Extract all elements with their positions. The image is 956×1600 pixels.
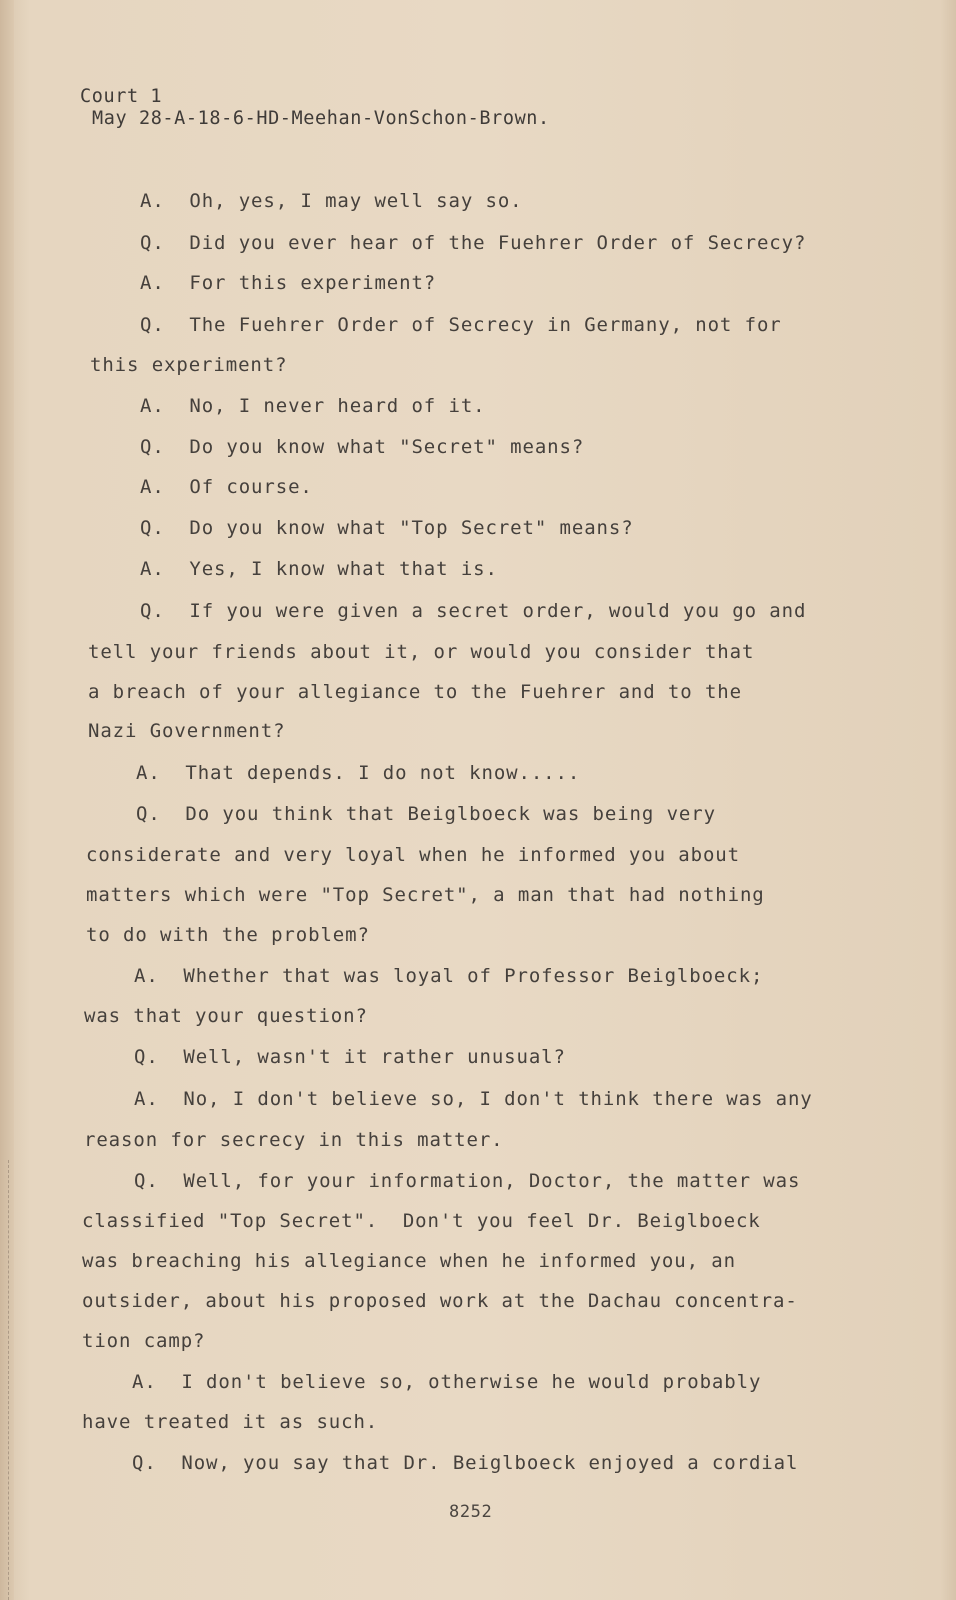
transcript-line: Q. If you were given a secret order, would you go and — [140, 600, 807, 622]
transcript-line: A. Yes, I know what that is. — [140, 558, 498, 580]
transcript-line: Q. Do you know what "Top Secret" means? — [140, 517, 634, 539]
transcript-line: to do with the problem? — [86, 924, 370, 946]
page-number: 8252 — [449, 1502, 493, 1522]
transcript-line: A. Of course. — [140, 476, 313, 498]
transcript-line: have treated it as such. — [82, 1411, 379, 1433]
transcript-line: Q. Do you know what "Secret" means? — [140, 436, 585, 458]
transcript-line: A. I don't believe so, otherwise he would probably — [132, 1371, 762, 1393]
transcript-line: reason for secrecy in this matter. — [84, 1129, 504, 1151]
transcript-line: A. Whether that was loyal of Professor Beiglboeck; — [134, 965, 764, 987]
transcript-line: this experiment? — [90, 354, 288, 376]
transcript-line: a breach of your allegiance to the Fuehrer and to the — [88, 681, 742, 703]
transcript-line: A. Oh, yes, I may well say so. — [140, 190, 523, 212]
page-edge — [0, 0, 14, 1600]
transcript-line: matters which were "Top Secret", a man that had nothing — [86, 884, 765, 906]
session-label: May 28-A-18-6-HD-Meehan-VonSchon-Brown. — [92, 108, 550, 129]
transcript-line: tion camp? — [82, 1330, 206, 1352]
transcript-line: A. That depends. I do not know..... — [136, 762, 581, 784]
transcript-line: A. No, I never heard of it. — [140, 395, 486, 417]
transcript-line: A. No, I don't believe so, I don't think there was any — [134, 1088, 813, 1110]
transcript-line: outsider, about his proposed work at the Dachau concentra- — [82, 1290, 798, 1312]
transcript-line: was that your question? — [84, 1005, 368, 1027]
document-header — [80, 86, 550, 130]
transcript-line: A. For this experiment? — [140, 272, 437, 294]
transcript-line: Q. Did you ever hear of the Fuehrer Order of Secrecy? — [140, 232, 807, 254]
court-label: Court 1 — [80, 86, 163, 107]
transcript-line: Q. Well, for your information, Doctor, the matter was — [134, 1170, 801, 1192]
transcript-line: Q. Do you think that Beiglboeck was being very — [136, 803, 716, 825]
transcript-line: Q. The Fuehrer Order of Secrecy in Germany, not for — [140, 314, 782, 336]
transcript-line: Q. Now, you say that Dr. Beiglboeck enjoyed a cordial — [132, 1452, 799, 1474]
transcript-line: considerate and very loyal when he informed you about — [86, 844, 740, 866]
transcript-line: was breaching his allegiance when he informed you, an — [82, 1250, 736, 1272]
edge-marks — [8, 1160, 11, 1600]
transcript-line: tell your friends about it, or would you consider that — [88, 641, 755, 663]
transcript-line: classified "Top Secret". Don't you feel Dr. Beiglboeck — [82, 1210, 761, 1232]
transcript-line: Nazi Government? — [88, 720, 286, 742]
transcript-line: Q. Well, wasn't it rather unusual? — [134, 1046, 566, 1068]
